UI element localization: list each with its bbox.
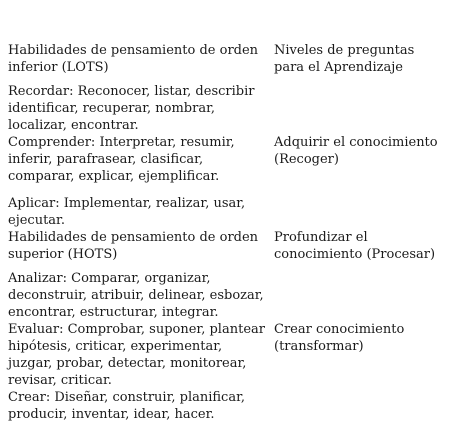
lots-heading: Habilidades de pensamiento de orden inferior (LOTS) (8, 43, 259, 75)
profundizar-text: Profundizar el conocimiento (Procesar) (274, 230, 436, 262)
adquirir-text: Adquirir el conocimiento (Recoger) (274, 135, 438, 167)
niveles-heading: Niveles de preguntas para el Aprendizaje (274, 43, 415, 75)
crear-text: Crear: Diseñar, construir, planificar, producir, inventar, idear, hacer. (8, 390, 246, 422)
evaluar-text: Evaluar: Comprobar, suponer, plantear hipótesis, criticar, experimentar, juzgar, probar, detectar, monitorear, revisar, criticar. (8, 322, 265, 388)
hots-heading: Habilidades de pensamiento de orden superior (HOTS) (8, 230, 259, 262)
recordar-text: Recordar: Reconocer, listar, describir identificar, recuperar, nombrar, localizar, encontrar. (8, 84, 255, 133)
aplicar-text: Aplicar: Implementar, realizar, usar, ejecutar. (8, 196, 246, 228)
crear-conocimiento-text: Crear conocimiento (transformar) (274, 322, 405, 354)
analizar-text: Analizar: Comparar, organizar, deconstruir, atribuir, delinear, esbozar, encontrar, estructurar, integrar. (8, 271, 264, 320)
comprender-text: Comprender: Interpretar, resumir, inferir, parafrasear, clasificar, comparar, explicar, ejemplificar. (8, 135, 235, 184)
